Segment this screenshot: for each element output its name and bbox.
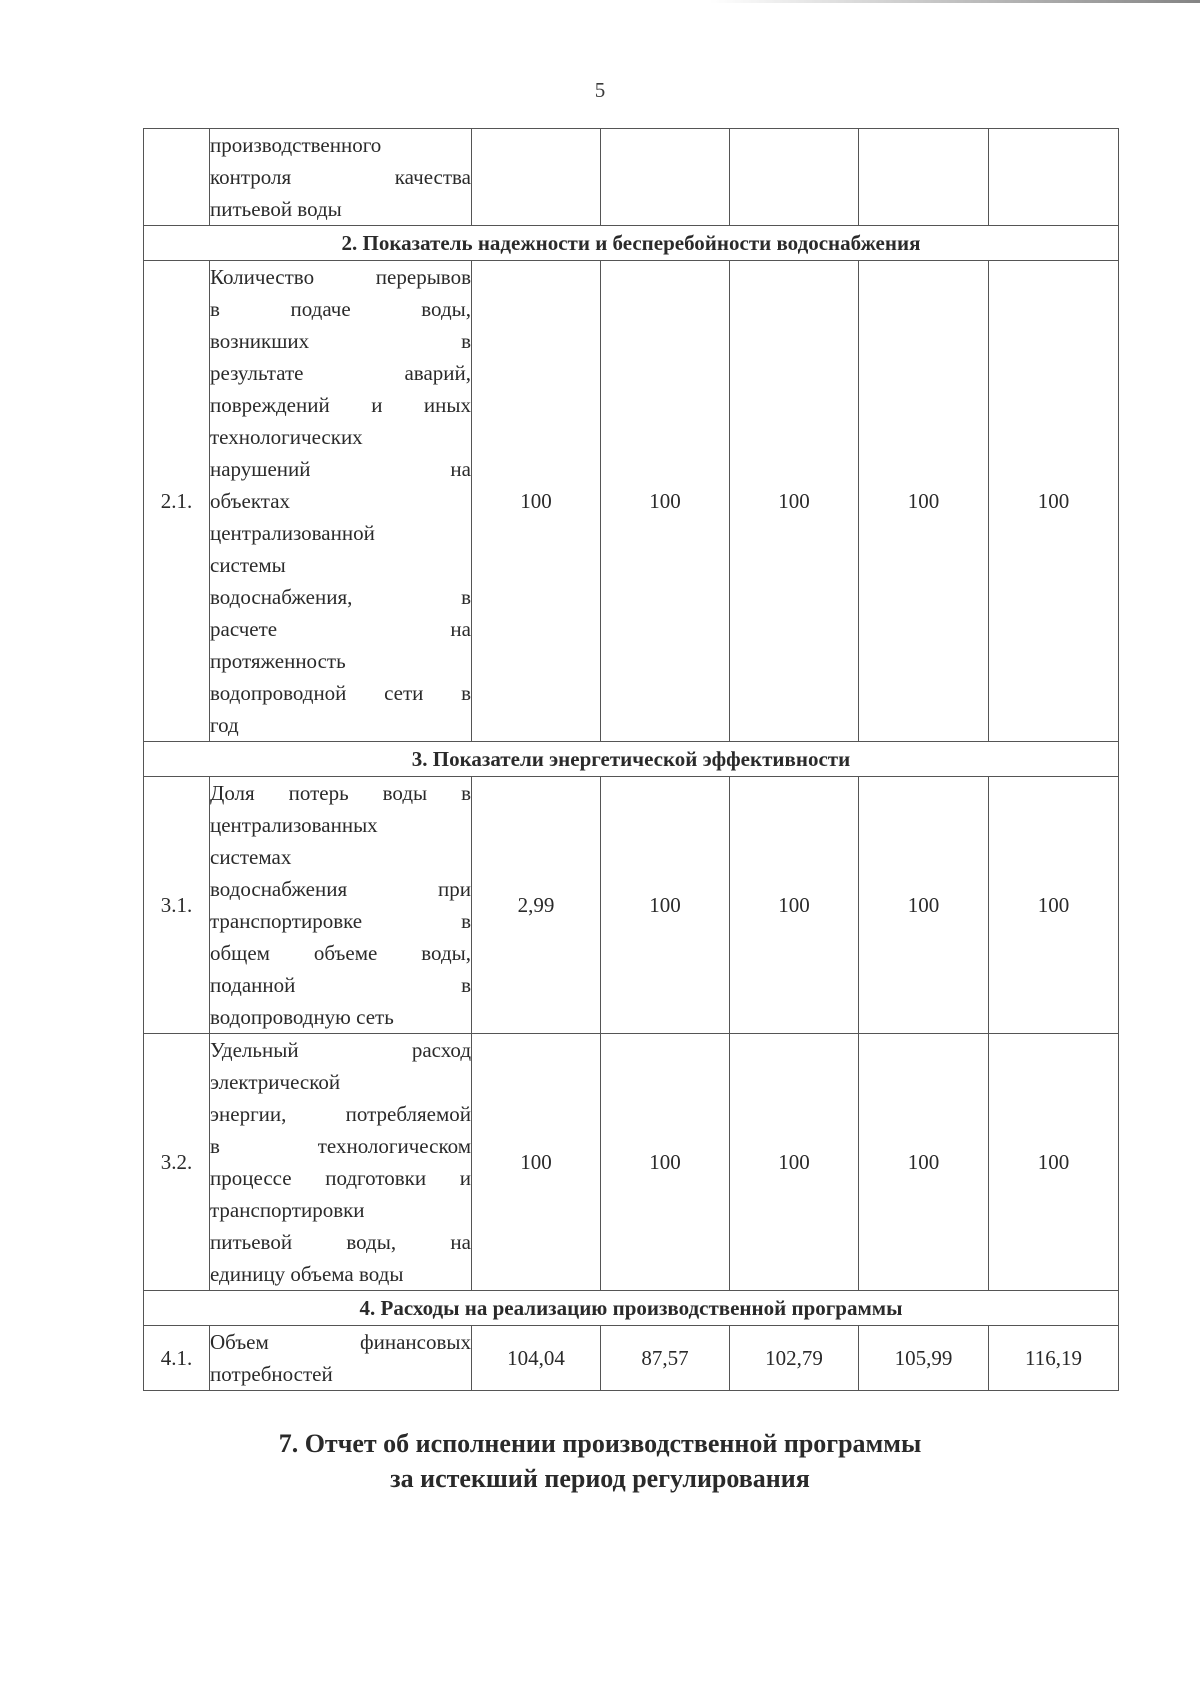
value-cell: 100 xyxy=(730,777,859,1034)
indicator-name xyxy=(210,129,472,226)
indicator-name-line: поданной в xyxy=(210,973,471,997)
indicator-name-line: технологических xyxy=(210,425,363,449)
value-cell: 2,99 xyxy=(472,777,601,1034)
indicator-name-line: централизованной xyxy=(210,521,375,545)
indicator-name-line: нарушений на xyxy=(210,457,471,481)
indicator-name-line: возникших в xyxy=(210,329,471,353)
indicator-name-line: питьевой воды, на xyxy=(210,1230,471,1254)
indicator-name-line: Удельный расход xyxy=(210,1038,471,1062)
value-cell xyxy=(472,129,601,226)
value-cell: 100 xyxy=(472,261,601,742)
section-row xyxy=(144,1291,1119,1326)
indicator-name-line: водоснабжения при xyxy=(210,877,471,901)
indicator-name-line: Объем финансовых xyxy=(210,1330,471,1354)
indicator-name xyxy=(210,777,472,1034)
table-row xyxy=(144,261,1119,742)
indicator-name-line: транспортировке в xyxy=(210,909,471,933)
indicator-name-line: производственного xyxy=(210,133,382,157)
table-row xyxy=(144,1034,1119,1291)
section-title: 2. Показатель надежности и бесперебойности водоснабжения xyxy=(144,226,1119,261)
indicator-name-line: протяженность xyxy=(210,649,346,673)
indicator-name-line: в подаче воды, xyxy=(210,297,471,321)
indicator-name-line: потребностей xyxy=(210,1362,333,1386)
indicator-name-line: объектах xyxy=(210,489,291,513)
value-cell: 100 xyxy=(601,777,730,1034)
indicator-name xyxy=(210,1034,472,1291)
indicator-name xyxy=(210,1326,472,1391)
indicator-name-line: водопроводную сеть xyxy=(210,1005,394,1029)
row-number: 3.2. xyxy=(144,1034,210,1291)
value-cell: 100 xyxy=(601,1034,730,1291)
indicator-name-line: единицу объема воды xyxy=(210,1262,404,1286)
row-number xyxy=(144,129,210,226)
section-title: 3. Показатели энергетической эффективности xyxy=(144,742,1119,777)
indicator-name-line: Доля потерь воды в xyxy=(210,781,471,805)
row-number: 2.1. xyxy=(144,261,210,742)
section-title: 4. Расходы на реализацию производственной программы xyxy=(144,1291,1119,1326)
indicator-name-line: результате аварий, xyxy=(210,361,471,385)
indicator-name-line: расчете на xyxy=(210,617,471,641)
indicator-name-line: системы xyxy=(210,553,286,577)
value-cell xyxy=(989,129,1119,226)
value-cell: 87,57 xyxy=(601,1326,730,1391)
indicator-name-line: водопроводной сети в xyxy=(210,681,471,705)
table-row xyxy=(144,1326,1119,1391)
value-cell xyxy=(601,129,730,226)
value-cell: 100 xyxy=(730,1034,859,1291)
indicator-name-line: централизованных xyxy=(210,813,378,837)
indicator-name-line: водоснабжения, в xyxy=(210,585,471,609)
value-cell: 100 xyxy=(989,777,1119,1034)
value-cell: 116,19 xyxy=(989,1326,1119,1391)
indicator-name-line: питьевой воды xyxy=(210,197,342,221)
indicators-table xyxy=(143,128,1119,1391)
indicator-name-line: системах xyxy=(210,845,292,869)
value-cell: 105,99 xyxy=(859,1326,989,1391)
indicator-name-line: процессе подготовки и xyxy=(210,1166,471,1190)
value-cell xyxy=(730,129,859,226)
scan-edge-shadow xyxy=(710,0,1200,3)
value-cell: 104,04 xyxy=(472,1326,601,1391)
indicator-name-line: в технологическом xyxy=(210,1134,471,1158)
indicator-name-line: Количество перерывов xyxy=(210,265,471,289)
value-cell: 100 xyxy=(472,1034,601,1291)
indicator-name xyxy=(210,261,472,742)
report-heading-line-1: 7. Отчет об исполнении производственной программы xyxy=(278,1429,922,1458)
value-cell xyxy=(859,129,989,226)
value-cell: 100 xyxy=(859,1034,989,1291)
section-row xyxy=(144,742,1119,777)
value-cell: 100 xyxy=(601,261,730,742)
report-heading-line-2: за истекший период регулирования xyxy=(390,1464,810,1493)
indicator-name-line: контроля качества xyxy=(210,165,471,189)
value-cell: 102,79 xyxy=(730,1326,859,1391)
indicator-name-line: повреждений и иных xyxy=(210,393,471,417)
row-number: 4.1. xyxy=(144,1326,210,1391)
value-cell: 100 xyxy=(859,777,989,1034)
indicator-name-line: год xyxy=(210,713,239,737)
section-row xyxy=(144,226,1119,261)
value-cell: 100 xyxy=(989,1034,1119,1291)
indicator-name-line: электрической xyxy=(210,1070,341,1094)
page-number: 5 xyxy=(594,78,606,102)
indicator-name-line: транспортировки xyxy=(210,1198,365,1222)
row-number: 3.1. xyxy=(144,777,210,1034)
table-row xyxy=(144,129,1119,226)
value-cell: 100 xyxy=(859,261,989,742)
table-row xyxy=(144,777,1119,1034)
value-cell: 100 xyxy=(989,261,1119,742)
indicator-name-line: энергии, потребляемой xyxy=(210,1102,471,1126)
indicator-name-line: общем объеме воды, xyxy=(210,941,471,965)
value-cell: 100 xyxy=(730,261,859,742)
